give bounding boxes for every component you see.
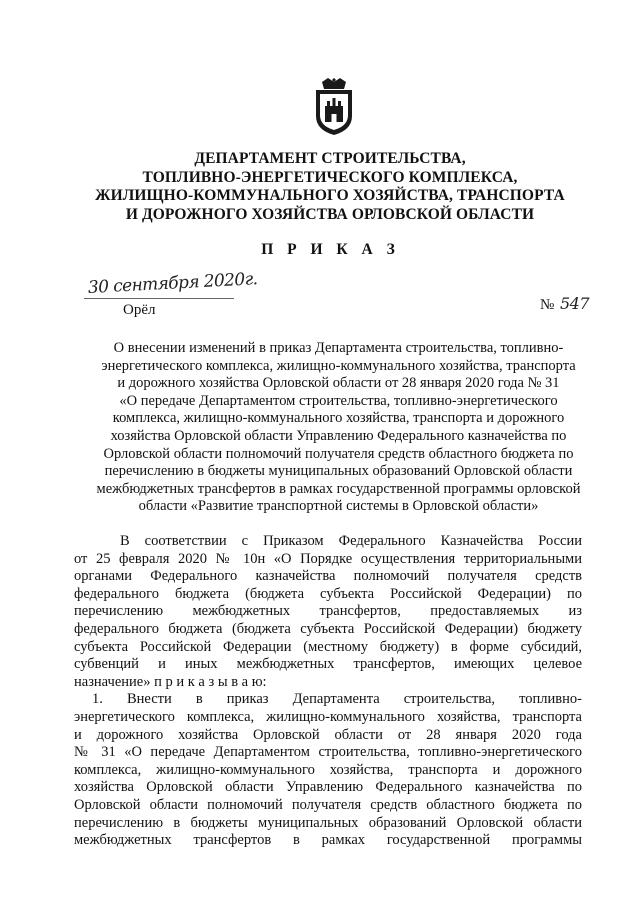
body-line: от 25 февраля 2020 № 10н «О Порядке осуществления территориальными [74, 550, 582, 567]
date-underline [84, 298, 234, 299]
subject-line: и дорожного хозяйства Орловской области от 28 января 2020 года № 31 [117, 375, 560, 392]
body-line: перечислению в бюджеты муниципальных образований Орловской области [74, 814, 582, 831]
body-line: Орловской области полномочий получателя средств областного бюджета по [74, 796, 582, 813]
body-line: № 31 «О передаче Департаментом строительства, топливно-энергетического [74, 744, 582, 761]
handwritten-number: 547 [560, 294, 590, 313]
coat-of-arms-icon [312, 76, 356, 136]
order-body [74, 533, 582, 850]
subject-line: межбюджетных трансфертов в рамках государственной программы орловской [96, 480, 581, 497]
subject-line: перечислению в бюджеты муниципальных образований Орловской области [104, 463, 573, 480]
body-line: 1. Внести в приказ Департамента строительства, топливно- [92, 691, 582, 708]
subject-line: О внесении изменений в приказ Департамента строительства, топливно- [113, 340, 564, 356]
body-line: и дорожного хозяйства Орловской области от 28 января 2020 года [74, 726, 582, 743]
body-line: федерального бюджета (бюджета субъекта Российской Федерации) бюджету [74, 620, 582, 637]
body-line: перечислению межбюджетных трансфертов, предоставляемых из [74, 603, 582, 620]
body-line: энергетического комплекса, жилищно-коммунального хозяйства, транспорта [74, 708, 582, 725]
department-line: ТОПЛИВНО-ЭНЕРГЕТИЧЕСКОГО КОМПЛЕКСА, [142, 168, 518, 186]
body-line: субвенций и иных межбюджетных трансфертов, имеющих целевое [74, 656, 582, 673]
department-line: ЖИЛИЩНО-КОММУНАЛЬНОГО ХОЗЯЙСТВА, ТРАНСПОРТА [95, 187, 565, 204]
subject-line: области «Развитие транспортной системы в Орловской области» [138, 498, 539, 515]
body-line: федерального бюджета (бюджета субъекта Российской Федерации) по [74, 585, 582, 602]
subject-line: «О передаче Департаментом строительства, топливно-энергетического [119, 392, 558, 409]
body-line: В соответствии с Приказом Федерального Казначейства России [120, 533, 582, 549]
body-line: органами Федерального казначейства полномочий получателя средств [74, 568, 582, 585]
order-subject [86, 340, 591, 516]
body-line: назначение» п р и к а з ы в а ю: [74, 673, 267, 690]
body-line: межбюджетных трансфертов в рамках государственной программы [74, 832, 582, 849]
body-line: субъекта Российской Федерации (местному бюджету) в форме субсидий, [74, 638, 582, 655]
body-line: хозяйства Орловской области Управлению Федерального казначейства по [74, 779, 582, 796]
body-line: комплекса, жилищно-коммунального хозяйства, транспорта и дорожного [74, 761, 582, 778]
order-heading: П Р И К А З [261, 241, 400, 258]
number-label: № [540, 297, 555, 313]
department-line: ДЕПАРТАМЕНТ СТРОИТЕЛЬСТВА, [194, 150, 466, 167]
city-label: Орёл [123, 302, 156, 318]
handwritten-date: 30 сентября 2020г. [87, 269, 258, 298]
subject-line: Орловской области полномочий получателя средств областного бюджета по [103, 445, 574, 462]
subject-line: комплекса, жилищно-коммунального хозяйства, транспорта и дорожного [112, 410, 565, 427]
subject-line: хозяйства Орловской области Управлению Федерального казначейства по [110, 427, 567, 444]
department-title [60, 150, 600, 224]
department-line: И ДОРОЖНОГО ХОЗЯЙСТВА ОРЛОВСКОЙ ОБЛАСТИ [125, 205, 535, 223]
subject-line: энергетического комплекса, жилищно-коммунального хозяйства, транспорта [101, 357, 576, 374]
